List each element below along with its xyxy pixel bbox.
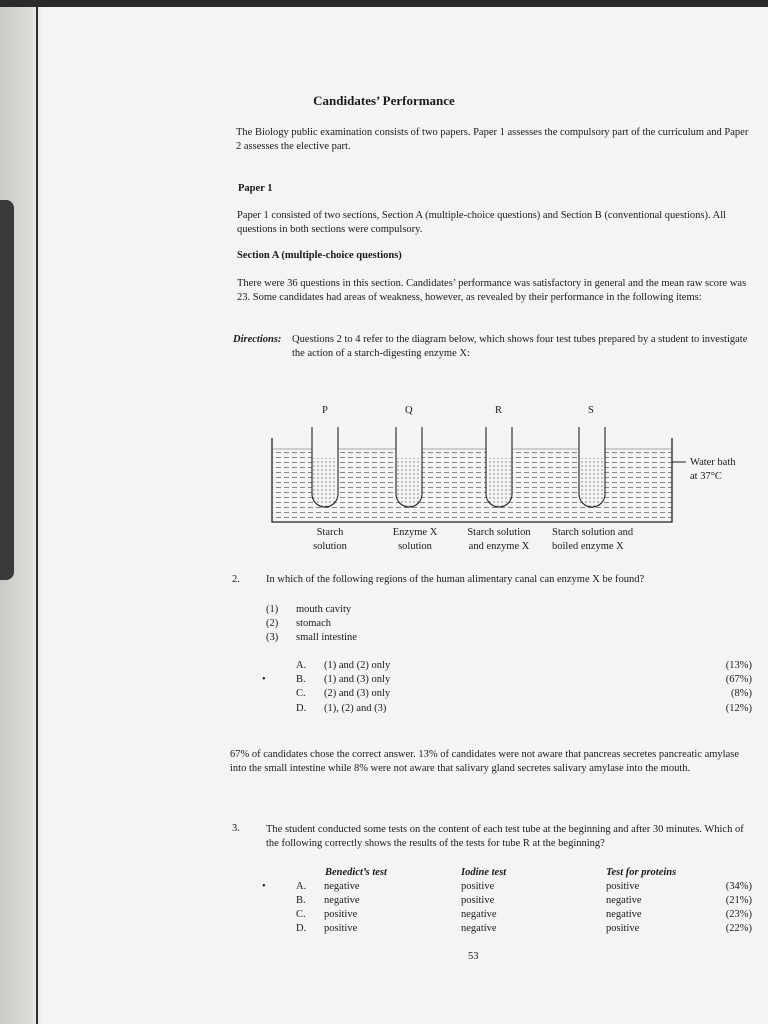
benedict-result: negative [324,881,360,892]
option-percentage: (67%) [725,674,752,685]
q3-header-benedict: Benedict’s test [325,867,387,878]
option-text: (1) and (3) only [324,674,391,685]
option-percentage: (8%) [731,688,752,699]
water-bath-label [690,456,736,484]
q2-comment: 67% of candidates chose the correct answer. 13% of candidates were not aware that pancreas secretes pancreatic amylase into the small intestine while 8% were not aware that salivary gland secretes salivary amylase into the mouth. [230,749,740,774]
benedict-result: positive [324,923,358,934]
protein-result: negative [606,909,642,920]
q2-item-text: stomach [296,618,331,629]
directions-text: Questions 2 to 4 refer to the diagram below, which shows four test tubes prepared by a student to investigate the action of a starch-digesting enzyme X: [292,334,748,359]
protein-result: positive [606,923,640,934]
caption-s-line2: boiled enzyme X [552,541,624,552]
iodine-result: negative [461,923,497,934]
protein-result: positive [606,881,640,892]
binder-edge [0,200,14,580]
q2-item [266,631,357,645]
q2-item-text: mouth cavity [296,604,352,615]
directions-label: Directions: [233,334,282,345]
q3-header-proteins: Test for proteins [606,867,677,878]
tube-label-s: S [588,405,594,416]
q3-stem: The student conducted some tests on the content of each test tube at the beginning and after 30 minutes. Which of the following correctly shows the results of the tests for tube R at the beginning? [266,824,744,849]
q2-number: 2. [232,574,240,585]
caption-q [383,526,447,554]
q2-item-text: small intestine [296,632,357,643]
option-text: (1) and (2) only [324,660,391,671]
water-bath-label-line2: at 37°C [690,471,722,482]
option-text: (2) and (3) only [324,688,391,699]
paper-heading: Paper 1 [238,183,273,194]
caption-r-line1: Starch solution [467,527,531,538]
option-percentage: (34%) [725,881,752,892]
caption-r [458,526,540,554]
q3-number: 3. [232,823,240,834]
option-letter: D. [296,703,307,714]
option-letter: B. [296,895,306,906]
q2-item [266,603,357,617]
caption-q-line2: solution [398,541,432,552]
tube-label-r: R [495,405,503,416]
section-description: There were 36 questions in this section. Candidates’ performance was satisfactory in general and the mean raw score was 23. Some candidates had areas of weakness, however, as revealed by their performance in the following items: [237,278,747,303]
caption-r-line2: and enzyme X [468,541,530,552]
tube-p [312,427,338,507]
tube-q [396,427,422,507]
option-letter: C. [296,688,306,699]
page-edge-line [36,0,38,1024]
option-letter: D. [296,923,307,934]
benedict-result: positive [324,909,358,920]
paper-description: Paper 1 consisted of two sections, Section A (multiple-choice questions) and Section B (conventional questions). All questions in both sections were compulsory. [237,210,727,235]
iodine-result: positive [461,881,495,892]
q2-item [266,617,357,631]
option-percentage: (22%) [725,923,752,934]
iodine-result: negative [461,909,497,920]
caption-p-line2: solution [313,541,347,552]
iodine-result: positive [461,895,495,906]
option-percentage: (23%) [725,909,752,920]
benedict-result: negative [324,895,360,906]
page-number: 53 [468,951,479,962]
water-bath-label-line1: Water bath [690,457,736,468]
option-letter: A. [296,660,307,671]
tube-label-q: Q [405,405,413,416]
option-percentage: (21%) [725,895,752,906]
protein-result: negative [606,895,642,906]
q3-header-iodine: Iodine test [461,867,507,878]
correct-mark: • [262,674,266,685]
q2-item-num: (1) [266,604,279,615]
q2-stem: In which of the following regions of the human alimentary canal can enzyme X be found? [266,574,645,585]
section-heading: Section A (multiple-choice questions) [237,250,402,261]
correct-mark: • [262,881,266,892]
caption-q-line1: Enzyme X [392,527,438,538]
option-percentage: (13%) [725,660,752,671]
q2-item-num: (3) [266,632,279,643]
caption-p [300,526,360,554]
page-title: Candidates’ Performance [313,93,455,108]
caption-s-line1: Starch solution and [552,527,634,538]
caption-p-line1: Starch [316,527,344,538]
option-letter: C. [296,909,306,920]
tube-r [486,427,512,507]
q2-item-num: (2) [266,618,279,629]
option-letter: A. [296,881,307,892]
intro-paragraph: The Biology public examination consists of two papers. Paper 1 assesses the compulsory part of the curriculum and Paper 2 assesses the elective part. [236,127,749,152]
option-letter: B. [296,674,306,685]
q2-items [266,603,357,645]
caption-s [552,526,633,554]
tube-s [579,427,605,507]
tube-label-p: P [322,405,328,416]
option-text: (1), (2) and (3) [324,703,387,714]
option-percentage: (12%) [725,703,752,714]
top-edge [0,0,768,7]
